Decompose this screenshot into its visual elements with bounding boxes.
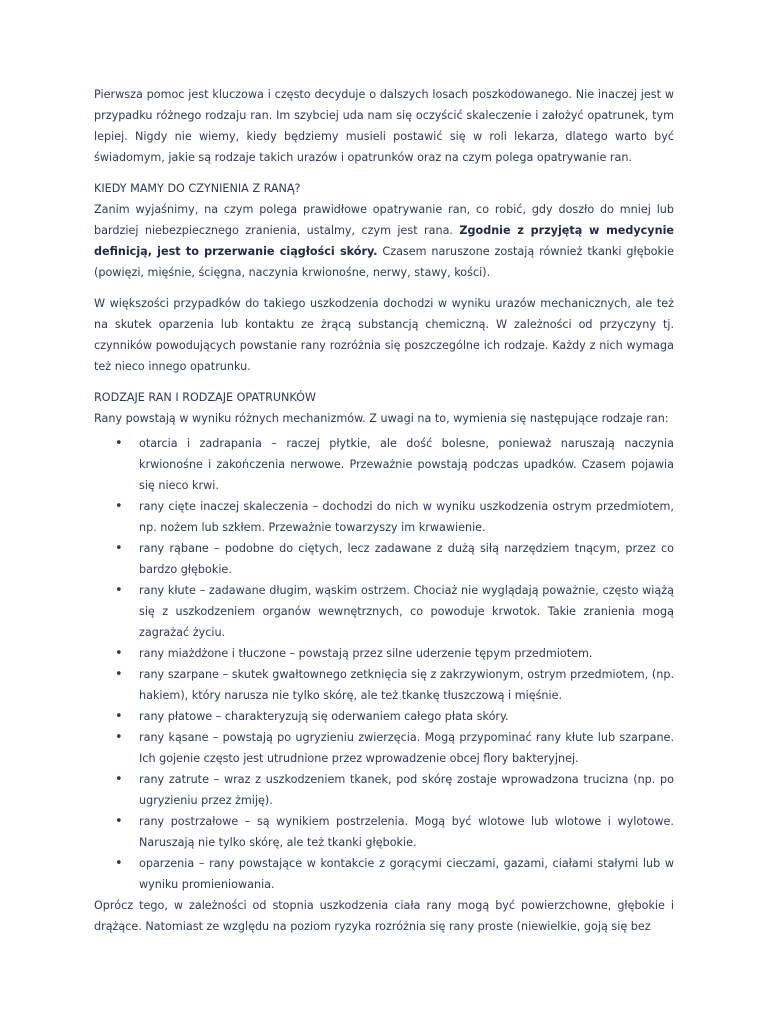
list-item: • rany postrzałowe – są wynikiem postrzelenia. Mogą być wlotowe lub wlotowe i wylotowe. Naruszają nie tylko skórę, ale też tkanki głębokie. (139, 811, 674, 853)
list-item: • otarcia i zadrapania – raczej płytkie, ale dość bolesne, ponieważ naruszają naczynia krwionośne i zakończenia nerwowe. Przeważnie powstają podczas upadków. Czasem pojawia się nieco krwi. (139, 433, 674, 496)
definition-bold-text: Zgodnie z przyjętą w medycynie definicją, jest to przerwanie ciągłości skóry. (94, 224, 674, 258)
list-item: • rany szarpane – skutek gwałtownego zetknięcia się z zakrzywionym, ostrym przedmiotem, (np. hakiem), który narusza nie tylko skórę, ale też tkankę tłuszczową i mięśnie. (139, 664, 674, 706)
list-item: • rany kłute – zadawane długim, wąskim ostrzem. Chociaż nie wyglądają poważnie, często wiążą się z uszkodzeniem organów wewnętrznych, co powoduje krwotok. Takie zranienia mogą zagrażać życiu. (139, 580, 674, 643)
causes-paragraph: W większości przypadków do takiego uszkodzenia dochodzi w wyniku urazów mechanicznych, ale też na skutek oparzenia lub kontaktu ze żrącą substancją chemiczną. W zależności od przyczyny tj. czynników powodujących powstanie rany rozróżnia się poszczególne ich rodzaje. Każdy z nich wymaga też nieco innego opatrunku. (94, 297, 674, 373)
definition-paragraph (94, 199, 674, 283)
list-item: • oparzenia – rany powstające w kontakcie z gorącymi cieczami, gazami, ciałami stałymi lub w wyniku promieniowania. (139, 853, 674, 895)
types-intro-paragraph: Rany powstają w wyniku różnych mechanizmów. Z uwagi na to, wymienia się następujące rodzaje ran: (94, 412, 669, 425)
list-item: • rany miażdżone i tłuczone – powstają przez silne uderzenie tępym przedmiotem. (139, 643, 674, 664)
list-item: • rany płatowe – charakteryzują się oderwaniem całego płata skóry. (139, 706, 674, 727)
list-item: • rany kąsane – powstają po ugryzieniu zwierzęcia. Mogą przypominać rany kłute lub szarpane. Ich gojenie często jest utrudnione przez wprowadzenie obcej flory bakteryjnej. (139, 727, 674, 769)
definition-text-c: Czasem naruszone zostają również tkanki głębokie (powięzi, mięśnie, ścięgna, naczynia krwionośne, nerwy, stawy, kości). (94, 245, 674, 279)
list-item: • rany cięte inaczej skaleczenia – dochodzi do nich w wyniku uszkodzenia ostrym przedmiotem, np. nożem lub szkłem. Przeważnie towarzyszy im krwawienie. (139, 496, 674, 538)
intro-paragraph: Pierwsza pomoc jest kluczowa i często decyduje o dalszych losach poszkodowanego. Nie inaczej jest w przypadku różnego rodzaju ran. Im szybciej uda nam się oczyścić skaleczenie i założyć opatrunek, tym lepiej. Nigdy nie wiemy, kiedy będziemy musieli postawić się w roli lekarza, dlatego warto być świadomym, jakie są rodzaje takich urazów i opatrunków oraz na czym polega opatrywanie ran. (94, 88, 674, 164)
list-item: • rany zatrute – wraz z uszkodzeniem tkanek, pod skórę zostaje wprowadzona trucizna (np. po ugryzieniu przez żmiję). (139, 769, 674, 811)
section-heading-wound: KIEDY MAMY DO CZYNIENIA Z RANĄ? (94, 182, 301, 195)
list-item: • rany rąbane – podobne do ciętych, lecz zadawane z dużą siłą narzędziem tnącym, przez co bardzo głębokie. (139, 538, 674, 580)
section-heading-types: RODZAJE RAN I RODZAJE OPATRUNKÓW (94, 391, 316, 404)
wound-types-list (94, 433, 674, 895)
closing-paragraph: Oprócz tego, w zależności od stopnia uszkodzenia ciała rany mogą być powierzchowne, głębokie i drążące. Natomiast ze względu na poziom ryzyka rozróżnia się rany proste (niewielkie, goją się bez (94, 899, 674, 933)
definition-text-a: Zanim wyjaśnimy, na czym polega prawidłowe opatrywanie ran, co robić, gdy doszło do mniej lub bardziej niebezpiecznego zranienia, ustalmy, czym jest rana. (94, 203, 674, 237)
